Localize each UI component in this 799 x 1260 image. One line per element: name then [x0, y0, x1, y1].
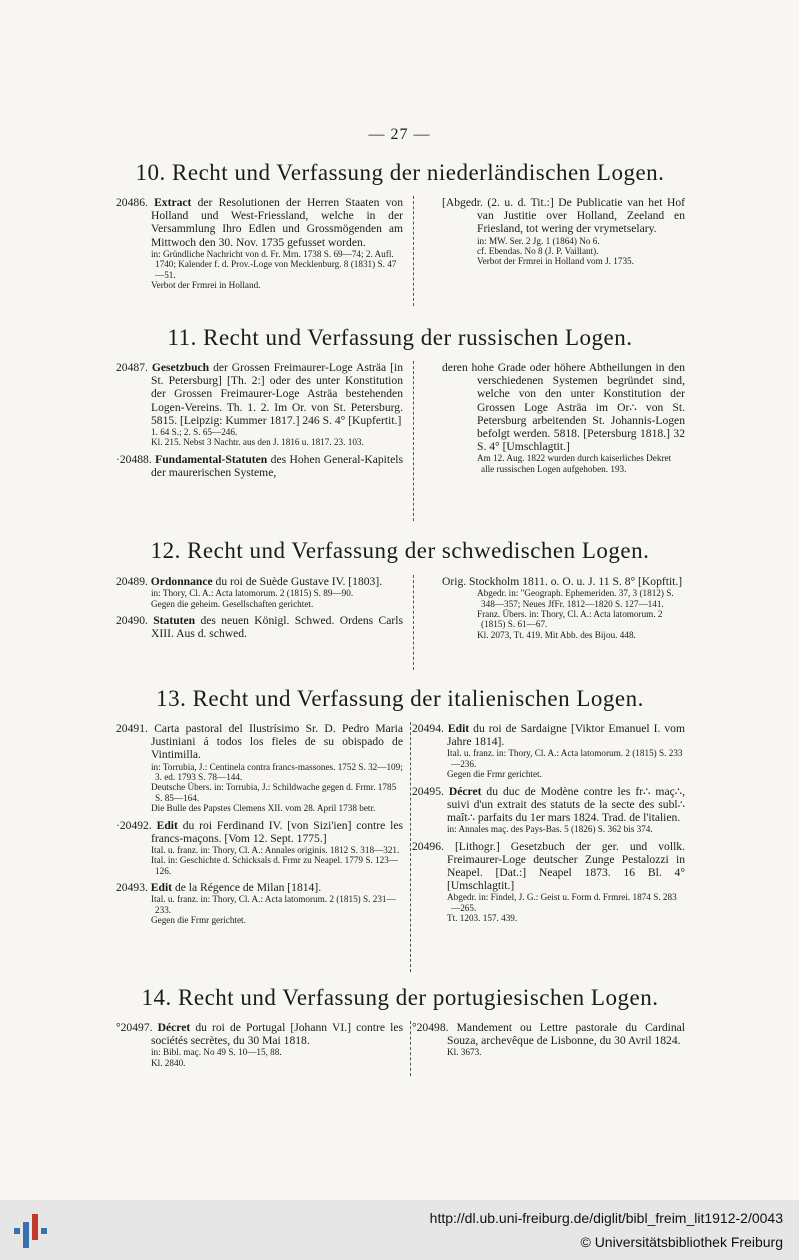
- entry-note: Kl. 3673.: [447, 1047, 482, 1058]
- column-divider: [413, 575, 414, 670]
- section-heading-14: 14. Recht und Verfassung der portugiesischen Logen.: [141, 985, 659, 1010]
- entry-number: °20497.: [116, 1021, 158, 1034]
- entry-note: Verbot der Frmrei in Holland.: [151, 280, 261, 291]
- section-heading-10: 10. Recht und Verfassung der niederländischen Logen.: [135, 160, 665, 185]
- source-url-link[interactable]: http://dl.ub.uni-freiburg.de/diglit/bibl_freim_lit1912-2/0043: [429, 1210, 783, 1226]
- copyright-text: © Universitätsbibliothek Freiburg: [580, 1234, 783, 1250]
- catalogue-entry: [412, 840, 685, 924]
- entry-keyword: Edit: [156, 818, 178, 832]
- entry-text: der Grossen Freimaurer-Loge Asträa [in St. Petersburg] [Th. 2:] oder des unter Konstitution der Grossen Freimaurer-Loge Asträa bestehenden Logen-Vereins. Th. 1. 2. Im Or. von St. Petersburg. 5815. [Leipzig: Kummer 1817.] 246 S. 4° [Kupfertit.]: [151, 361, 404, 427]
- entry-keyword: Edit: [447, 722, 470, 735]
- column-divider: [413, 361, 414, 521]
- entry-text: de la Régence de Milan [1814].: [172, 881, 322, 895]
- entry-note: in: Annales maç. des Pays-Bas. 5 (1826) S. 362 bis 374.: [447, 824, 653, 835]
- section-14-left: [116, 1021, 403, 1073]
- entry-text: [Abgedr. (2. u. d. Tit.:] De Publicatie van het Hof van Justitie over Holland, Zeeland en Friesland, tot wering der vrymetselary.: [442, 196, 685, 236]
- entry-note: Ital. in: Geschichte d. Schicksals d. Frmr zu Neapel. 1779 S. 123—126.: [151, 855, 398, 876]
- section-13-right: [412, 722, 685, 929]
- entry-note: Deutsche Übers. in: Torrubia, J.: Schildwache gegen d. Frmr. 1785 S. 85—164.: [151, 782, 397, 803]
- entry-number: 20493.: [116, 881, 151, 895]
- entry-text: Carta pastoral del Ilustrísimo Sr. D. Pedro Maria Justiniani á todos los fieles de su obispado de Vintimilla.: [151, 722, 404, 762]
- catalogue-entry: [412, 722, 685, 780]
- entry-note: Abgedr. in: "Geograph. Ephemeriden. 37, 3 (1812) S. 348—357; Neues JfFr. 1812—1820 S. 127—141.: [477, 588, 674, 609]
- entry-note: in: MW. Ser. 2 Jg. 1 (1864) No 6.: [477, 235, 600, 246]
- entry-note: Gegen die geheim. Gesellschaften gerichtet.: [151, 598, 314, 609]
- entry-note: Ital. u. franz. in: Thory, Cl. A.: Acta latomorum. 2 (1815) S. 231—233.: [151, 894, 396, 915]
- page-number: — 27 —: [368, 126, 431, 143]
- catalogue-entry: [116, 361, 403, 448]
- entry-number: ·20488.: [116, 452, 156, 466]
- entry-note: Ital. u. franz. in: Thory, Cl. A.: Annales originis. 1812 S. 318—321.: [151, 845, 400, 856]
- entry-note: Tt. 1203. 157. 439.: [447, 913, 518, 924]
- entry-text: Orig. Stockholm 1811. o. O. u. J. 11 S. 8° [Kopftit.]: [442, 575, 683, 588]
- entry-number: 20495.: [412, 784, 449, 798]
- section-heading-13: 13. Recht und Verfassung der italienischen Logen.: [156, 686, 644, 711]
- viewer-footer: [0, 1200, 799, 1260]
- entry-keyword: Edit: [150, 881, 173, 895]
- entry-note: Kl. 215. Nebst 3 Nachtr. aus den J. 1816 u. 1817. 23. 103.: [151, 437, 364, 448]
- entry-text: Mandement ou Lettre pastorale du Cardinal Souza, archevêque de Lisbonne, du 30 Avril 1824.: [447, 1021, 685, 1048]
- section-14-right: [412, 1021, 685, 1063]
- entry-number: °20498.: [412, 1021, 457, 1034]
- entry-text: der Resolutionen der Herren Staaten von Holland und West-Friessland, welche in der Versammlung Ihro Edlen und Grossmögenden am Mittwoch den 30. Nov. 1735 gefusset worden.: [151, 196, 404, 249]
- entry-note: Die Bulle des Papstes Clemens XII. vom 28. April 1738 betr.: [151, 803, 376, 814]
- entry-note: Gegen die Frmr gerichtet.: [151, 915, 246, 926]
- catalogue-entry: [442, 361, 685, 474]
- entry-text: des neuen Königl. Schwed. Ordens Carls XIII. Aus d. schwed.: [151, 614, 403, 641]
- entry-text: des Hohen General-Kapitels der maurerischen Systeme,: [151, 452, 403, 480]
- entry-note: 1. 64 S.; 2. S. 65—246.: [151, 427, 238, 438]
- section-11-right: [442, 361, 685, 479]
- entry-note: in: Thory, Cl. A.: Acta latomorum. 2 (1815) S. 89—90.: [151, 588, 354, 599]
- entry-note: in: Bibl. maç. No 49 S. 10—15, 88.: [151, 1047, 282, 1058]
- entry-keyword: Ordonnance: [150, 575, 213, 588]
- entry-text: du duc de Modène contre les fr∴ maç∴, suivi d'un extrait des statuts de la secte des subl∴ maît∴ parfaits du 1er mars 1824. Trad. de l'italien.: [447, 784, 686, 825]
- entry-keyword: Extract: [154, 196, 192, 209]
- section-10-left: [116, 196, 403, 295]
- entry-number: 20487.: [116, 361, 152, 374]
- section-12-right: [442, 575, 685, 645]
- catalogue-entry: [442, 575, 685, 640]
- entry-text: du roi de Portugal [Johann VI.] contre les sociétés secrètes, du 30 Mai 1818.: [151, 1021, 404, 1048]
- section-heading-12: 12. Recht und Verfassung der schwedischen Logen.: [150, 538, 650, 563]
- entry-note: Kl. 2073, Tt. 419. Mit Abb. des Bijou. 448.: [477, 629, 636, 640]
- entry-keyword: Décret: [448, 784, 482, 798]
- section-12-left: [116, 575, 403, 645]
- entry-text: deren hohe Grade oder höhere Abtheilungen in den verschiedenen Systemen begründet sind, welche von den unter Konstitution der Grossen Loge Asträa im Or∴ von St. Petersburg arbeitenden St. Johannis-Logen befolgt werden. 5818. [Petersburg 1818.] 32 S. 4° [Umschlagtit.]: [442, 361, 685, 454]
- column-divider: [413, 196, 414, 306]
- catalogue-entry: [116, 722, 403, 814]
- catalogue-entry: [116, 614, 403, 640]
- entry-keyword: Fundamental-Statuten: [155, 452, 268, 466]
- entry-text: [Lithogr.] Gesetzbuch der ger. und vollk. Freimaurer-Loge deutscher Zunge Pestalozzi in Neapel. [Dat.:] Neapel 1873. 16 Bl. 4° [Umschlagtit.]: [447, 839, 685, 893]
- entry-number: 20486.: [116, 196, 155, 209]
- section-10-right: [442, 196, 685, 272]
- entry-text: du roi de Sardaigne [Viktor Emanuel I. vom Jahre 1814].: [447, 722, 685, 749]
- entry-note: Gegen die Frmr gerichtet.: [447, 769, 542, 780]
- entry-number: ·20492.: [116, 818, 157, 832]
- section-13-left: [116, 722, 403, 931]
- catalogue-entry: [442, 196, 685, 267]
- library-logo-icon: [14, 1214, 48, 1248]
- entry-note: in: Gründliche Nachricht von d. Fr. Mrn. 1738 S. 69—74; 2. Aufl. 1740; Kalender f. d. Prov.-Loge von Mecklenburg. 8 (1831) S. 47—51.: [151, 248, 397, 280]
- catalogue-entry: [116, 196, 403, 290]
- entry-keyword: Gesetzbuch: [151, 361, 210, 374]
- entry-text: du roi Ferdinand IV. [von Sizi'ien] contre les francs-maçons. [Vom 12. Sept. 1775.]: [151, 818, 403, 845]
- entry-note: Am 12. Aug. 1822 wurden durch kaiserliches Dekret alle russischen Logen aufgehoben. 193.: [477, 453, 672, 474]
- catalogue-entry: [116, 1021, 403, 1068]
- section-heading-11: 11. Recht und Verfassung der russischen Logen.: [167, 325, 633, 350]
- section-11-left: [116, 361, 403, 484]
- entry-keyword: Décret: [157, 1021, 191, 1034]
- column-divider: [410, 1021, 411, 1076]
- entry-note: Franz. Übers. in: Thory, Cl. A.: Acta latomorum. 2 (1815) S. 61—67.: [477, 609, 663, 630]
- entry-note: in: Torrubia, J.: Centinela contra francs-massones. 1752 S. 32—109; 3. ed. 1793 S. 78—144.: [151, 761, 403, 783]
- entry-number: 20494.: [412, 722, 448, 735]
- entry-number: 20496.: [412, 839, 455, 853]
- catalogue-entry: [412, 1021, 685, 1058]
- entry-note: Kl. 2840.: [151, 1057, 186, 1068]
- entry-note: Ital. u. franz. in: Thory, Cl. A.: Acta latomorum. 2 (1815) S. 233—236.: [447, 748, 683, 769]
- catalogue-entry: [116, 575, 403, 609]
- entry-keyword: Statuten: [153, 614, 196, 628]
- catalogue-entry: [412, 785, 685, 835]
- catalogue-entry: [116, 881, 403, 925]
- entry-note: Verbot der Frmrei in Holland vom J. 1735.: [477, 256, 634, 267]
- entry-text: du roi de Suède Gustave IV. [1803].: [212, 575, 383, 588]
- entry-number: 20490.: [116, 614, 154, 628]
- entry-note: cf. Ebendas. No 8 (J. P. Vaillant).: [477, 246, 599, 257]
- catalogue-entry: [116, 453, 403, 479]
- column-divider: [410, 722, 411, 972]
- entry-number: 20489.: [116, 575, 151, 588]
- entry-number: 20491.: [116, 722, 155, 735]
- catalogue-entry: [116, 819, 403, 877]
- entry-note: Abgedr. in: Findel, J. G.: Geist u. Form d. Frmrei. 1874 S. 283—265.: [447, 892, 677, 913]
